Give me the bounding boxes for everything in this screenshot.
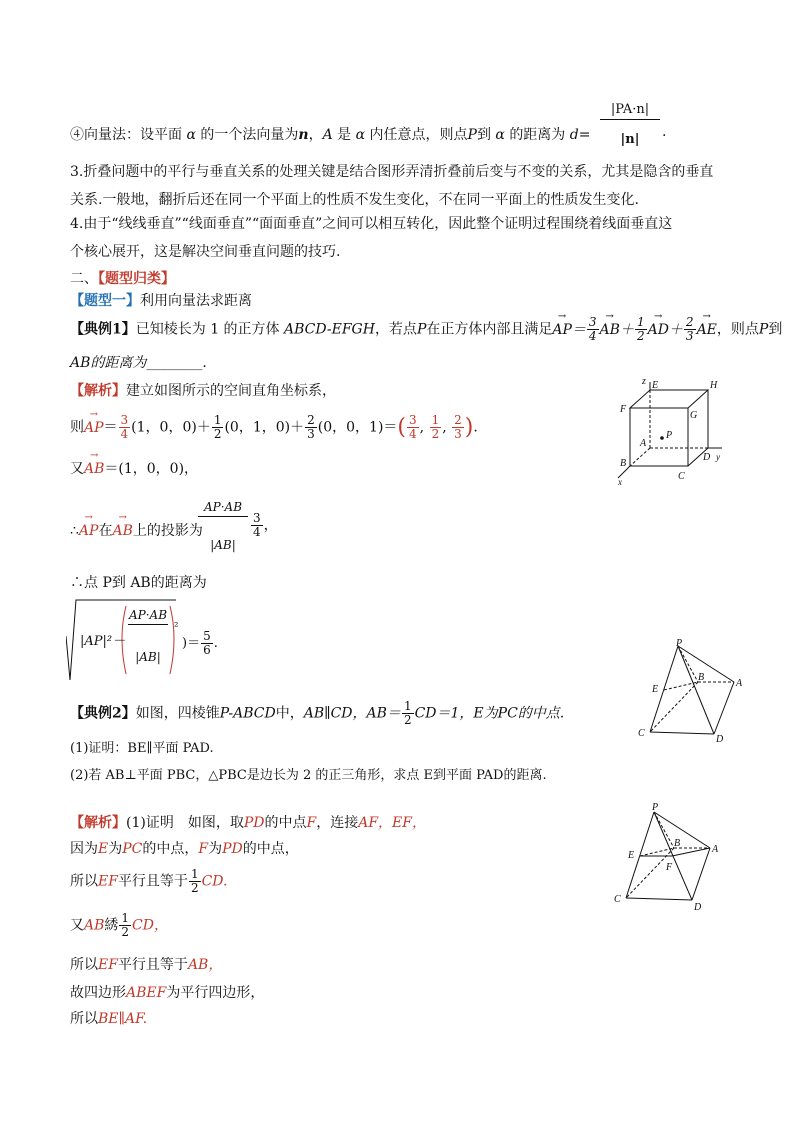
- pyramid-figure-f: [610, 800, 730, 912]
- example1-statement: 【典例1】已知棱长为 1 的正方体 ABCD-EFGH，若点P在正方体内部且满足→ AP＝ $\frac{3}{4}$ → AB＋ $\frac{1}{2}$ → AD＋ $\frac{2}{3}$ → AE，则点P到: [70, 316, 782, 343]
- solution1-line5: ∴点 P到 AB的距离为: [70, 575, 207, 591]
- solution1-sqrt: |AP|²－ AP·AB |AB| ² )＝ $\frac{5}{6}$ .: [66, 596, 266, 680]
- cube-figure: [608, 376, 728, 486]
- cube-label: A: [640, 438, 647, 449]
- cube-label: G: [690, 410, 698, 421]
- item3-paragraph: 3.折叠问题中的平行与垂直关系的处理关键是结合图形弄清折叠前后变与不变的关系，尤其是隐含的垂直 关系.一般地，翻折后还在同一个平面上的性质不发生变化，不在同一平面上的性质发生变化.: [70, 164, 714, 208]
- cube-label: F: [620, 404, 627, 415]
- pyramid-label: A: [736, 678, 743, 689]
- item4b-paragraph: 4.由于“线线垂直”“线面垂直”“面面垂直”之间可以相互转化，因此整个证明过程围绕着线面垂直这 个核心展开，这是解决空间垂直问题的技巧.: [70, 216, 673, 260]
- cube-label: P: [666, 430, 673, 441]
- pyramid-f-label: A: [712, 844, 719, 855]
- type1-heading: 【题型一】利用向量法求距离: [70, 293, 252, 309]
- solution1-projection: ∴→ AP在→ AB上的投影为 AP·AB |AB| $\frac{3}{4}$ ，: [70, 498, 330, 558]
- pyramid-f-label: P: [652, 802, 659, 813]
- item4-line: ④向量法：设平面 α 的一个法向量为n，A 是 α 内任意点，则点P到 α 的距离为 d= |PA·n| |n| .: [70, 102, 667, 147]
- cube-label: C: [678, 471, 685, 482]
- solution1-line2: 则→ AP＝ $\frac{3}{4}$ (1，0，0)＋ $\frac{1}{2}$ (0，1，0)＋ $\frac{2}{3}$ (0，0，1)＝( $\frac{3}{4}$ , $\frac{1}{2}$ , $\frac{2}{3}$ ).: [70, 414, 478, 441]
- example2-question1: (1)证明：BE∥平面 PAD.: [70, 741, 214, 756]
- cube-label: x: [618, 477, 622, 486]
- pyramid-f-label: C: [614, 894, 621, 905]
- cube-label: y: [716, 452, 720, 462]
- example2-statement: 【典例2】如图，四棱锥P-ABCD中，AB∥CD，AB＝ $\frac{1}{2}$ CD＝1，E为PC的中点.: [70, 699, 565, 727]
- example1-question: AB的距离为________.: [70, 355, 207, 371]
- solution2-line6: 故四边形ABEF为平行四边形，: [70, 985, 265, 1001]
- pyramid-figure: [634, 636, 754, 746]
- pyramid-f-label: F: [666, 862, 673, 873]
- solution2-line1: 【解析】(1)证明 如图，取PD的中点F，连接AF，EF，: [70, 815, 426, 831]
- solution1-line1: 【解析】建立如图所示的空间直角坐标系，: [70, 383, 336, 399]
- solution2-line7: 所以BE∥AF.: [70, 1011, 148, 1027]
- pyramid-f-label: B: [674, 838, 681, 849]
- section-heading: 二、【题型归类】: [70, 271, 175, 287]
- pyramid-label: E: [652, 684, 659, 695]
- cube-label: E: [652, 380, 659, 391]
- distance-formula-denominator: |n|: [620, 132, 640, 147]
- cube-label: H: [710, 380, 718, 391]
- pyramid-f-label: E: [628, 850, 635, 861]
- solution2-line2: 因为E为PC的中点，F为PD的中点，: [70, 841, 299, 857]
- solution2-line5: 所以EF平行且等于AB，: [70, 957, 223, 973]
- cube-label: B: [620, 458, 627, 469]
- pyramid-label: P: [676, 638, 683, 649]
- solution1-line3: 又→ AB＝(1，0，0)，: [70, 458, 198, 478]
- cube-label: D: [703, 452, 711, 463]
- pyramid-label: B: [698, 672, 705, 683]
- solution2-line3: 所以EF平行且等于 $\frac{1}{2}$ CD.: [70, 867, 228, 895]
- cube-label: z: [642, 376, 646, 387]
- pyramid-label: C: [638, 728, 645, 739]
- example2-question2: (2)若 AB⊥平面 PBC，△PBC是边长为 2 的正三角形，求点 E到平面 PAD的距离.: [70, 768, 547, 783]
- distance-formula-numerator: |PA·n|: [600, 102, 660, 120]
- pyramid-label: D: [716, 734, 724, 745]
- solution2-line4: 又AB綉 $\frac{1}{2}$ CD，: [70, 911, 168, 939]
- pyramid-f-label: D: [694, 902, 702, 912]
